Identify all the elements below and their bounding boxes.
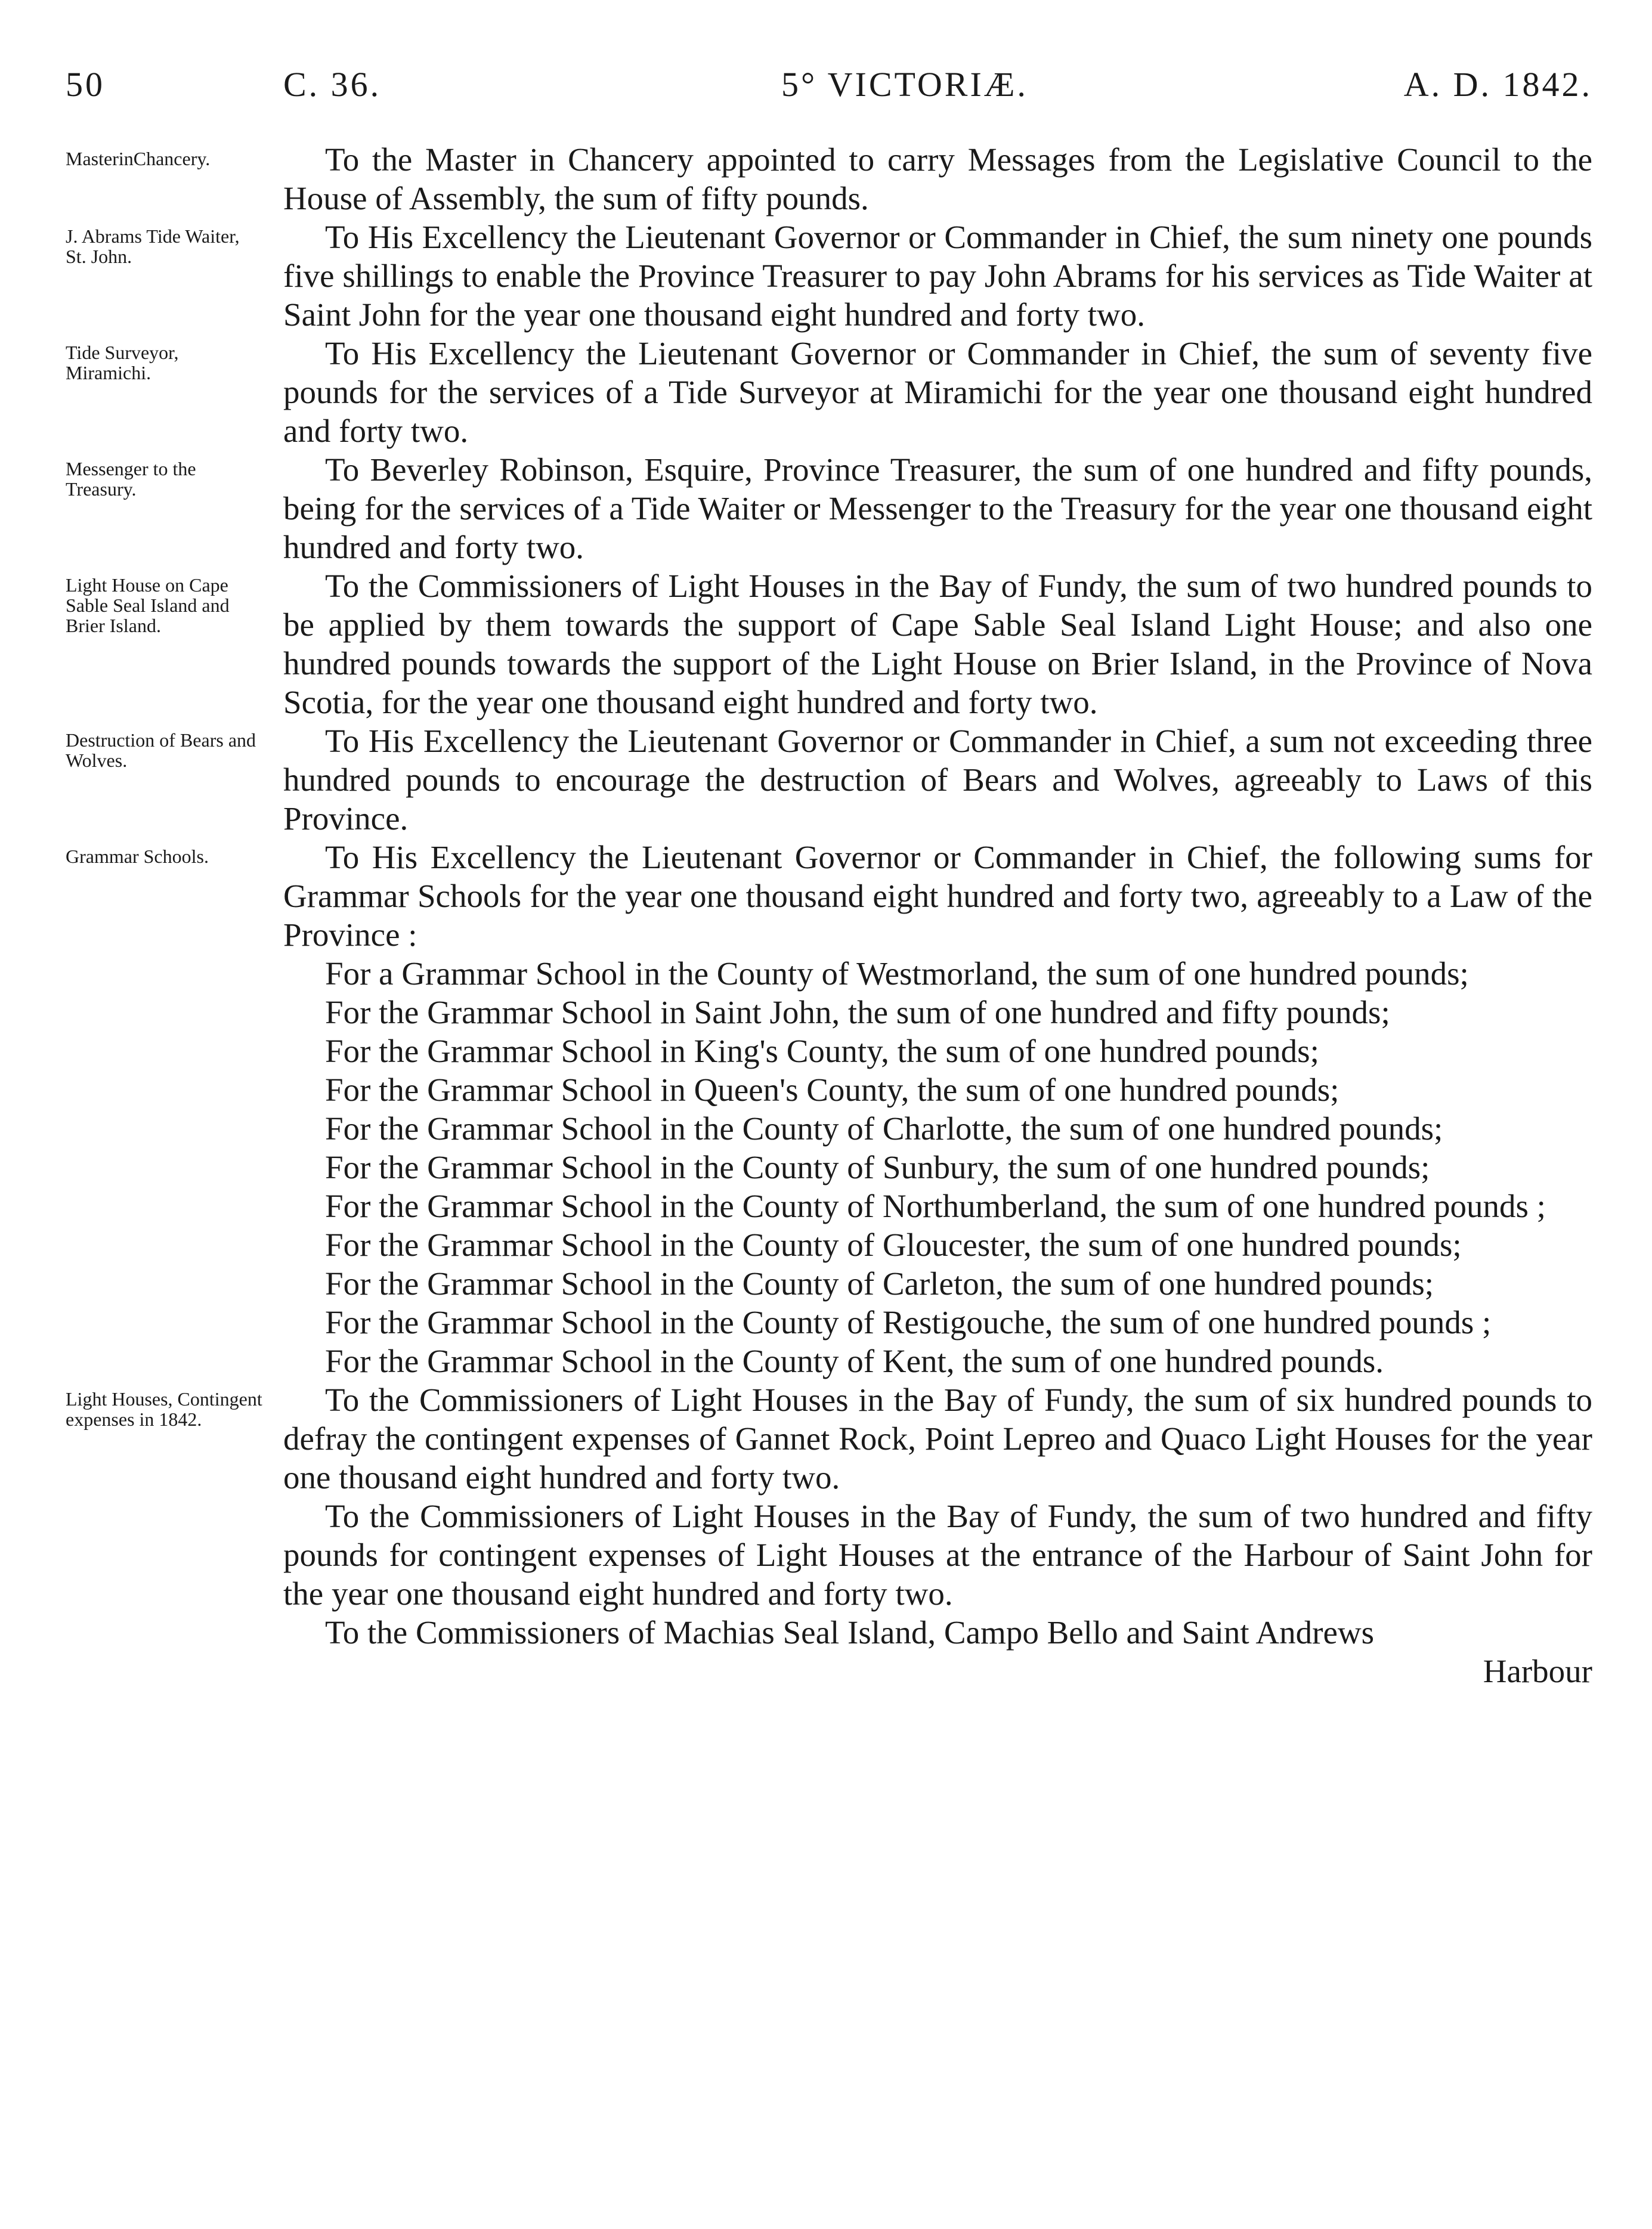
paragraph: To the Commissioners of Light Houses in the Bay of Fundy, the sum of two hundred pounds to be applied by them towards the support of Cape Sable Seal Island Light House; and also one hundred pounds towards the support of the Light House on Brier Island, in the Province of Nova Scotia, for the year one thousand eight hundred and forty two. — [283, 568, 1592, 720]
calendar-year: A. D. 1842. — [1403, 65, 1592, 104]
body-text — [66, 140, 1592, 1691]
paragraph: For the Grammar School in Queen's County, the sum of one hundred pounds; — [325, 1072, 1339, 1108]
paragraph: To the Commissioners of Light Houses in the Bay of Fundy, the sum of six hundred pounds to defray the contingent expenses of Gannet Rock, Point Lepreo and Quaco Light Houses for the year one thousand eight hundred and forty two. — [283, 1382, 1592, 1496]
paragraph: To the Commissioners of Machias Seal Island, Campo Bello and Saint Andrews — [325, 1614, 1374, 1651]
paragraph: To His Excellency the Lieutenant Governor or Commander in Chief, the sum ninety one pounds five shillings to enable the Province Treasurer to pay John Abrams for his services as Tide Waiter at Saint John for the year one thousand eight hundred and forty two. — [283, 219, 1592, 333]
paragraph: For the Grammar School in the County of Charlotte, the sum of one hundred pounds; — [325, 1110, 1443, 1147]
paragraph: To His Excellency the Lieutenant Governor or Commander in Chief, the sum of seventy five pounds for the services of a Tide Surveyor at Miramichi for the year one thousand eight hundred and forty two. — [283, 335, 1592, 449]
entry-text — [283, 566, 1592, 722]
entry-text — [283, 1380, 1592, 1691]
entry-master-in-chancery — [66, 140, 1592, 218]
entry-bears-wolves — [66, 722, 1592, 838]
entry-text — [283, 722, 1592, 838]
paragraph: For the Grammar School in the County of Gloucester, the sum of one hundred pounds; — [325, 1227, 1462, 1263]
entry-messenger-treasury — [66, 450, 1592, 566]
margin-note: Light House on Cape Sable Seal Island and Brier Island. — [66, 574, 230, 636]
entry-text — [283, 140, 1592, 218]
entry-light-houses-contingent — [66, 1380, 1592, 1691]
paragraph: For the Grammar School in the County of Carleton, the sum of one hundred pounds; — [325, 1265, 1434, 1302]
paragraph: To the Master in Chancery appointed to carry Messages from the Legislative Council to the House of Assembly, the sum of fifty pounds. — [283, 141, 1592, 216]
paragraph: For the Grammar School in Saint John, the sum of one hundred and fifty pounds; — [325, 994, 1390, 1030]
entry-text — [283, 450, 1592, 566]
margin-note: Destruction of Bears and Wolves. — [66, 729, 256, 771]
margin-note: Light Houses, Contingent expenses in 1842. — [66, 1388, 262, 1430]
paragraph: To His Excellency the Lieutenant Governor or Commander in Chief, the following sums for Grammar Schools for the year one thousand eight hundred and forty two, agreeably to a Law of the Province : — [283, 839, 1592, 953]
entry-grammar-schools — [66, 838, 1592, 1380]
regnal-year: 5° VICTORIÆ. — [781, 65, 1028, 104]
paragraph: To Beverley Robinson, Esquire, Province Treasurer, the sum of one hundred and fifty pounds, being for the services of a Tide Waiter or Messenger to the Treasury for the year one thousand eight hundred and forty two. — [283, 451, 1592, 565]
paragraph: For the Grammar School in King's County, the sum of one hundred pounds; — [325, 1033, 1319, 1069]
margin-note: Messenger to the Treasury. — [66, 458, 196, 500]
margin-note: MasterinChancery. — [66, 148, 211, 169]
paragraph: To His Excellency the Lieutenant Governor or Commander in Chief, a sum not exceeding three hundred pounds to encourage the destruction of Bears and Wolves, agreeably to Laws of this Province. — [283, 723, 1592, 837]
entry-text — [283, 838, 1592, 1380]
entry-tide-surveyor — [66, 334, 1592, 450]
chapter-number: C. 36. — [283, 65, 382, 104]
entry-tide-waiter — [66, 218, 1592, 334]
margin-note: J. Abrams Tide Waiter, St. John. — [66, 225, 240, 267]
paragraph: For a Grammar School in the County of Westmorland, the sum of one hundred pounds; — [325, 955, 1469, 992]
page-number: 50 — [66, 65, 105, 104]
paragraph: For the Grammar School in the County of Restigouche, the sum of one hundred pounds ; — [325, 1304, 1492, 1341]
paragraph: To the Commissioners of Light Houses in the Bay of Fundy, the sum of two hundred and fifty pounds for contingent expenses of Light Houses at the entrance of the Harbour of Saint John for the year one thousand eight hundred and forty two. — [283, 1498, 1592, 1612]
entry-text — [283, 334, 1592, 450]
paragraph: For the Grammar School in the County of Sunbury, the sum of one hundred pounds; — [325, 1149, 1430, 1185]
margin-note: Grammar Schools. — [66, 846, 209, 867]
paragraph: For the Grammar School in the County of Kent, the sum of one hundred pounds. — [325, 1343, 1384, 1379]
entry-light-house-cape-sable — [66, 566, 1592, 722]
catchword: Harbour — [1483, 1653, 1592, 1689]
page-header — [66, 64, 1592, 118]
paragraph: For the Grammar School in the County of Northumberland, the sum of one hundred pounds ; — [325, 1188, 1546, 1224]
entry-text — [283, 218, 1592, 334]
margin-note: Tide Surveyor, Miramichi. — [66, 342, 179, 383]
